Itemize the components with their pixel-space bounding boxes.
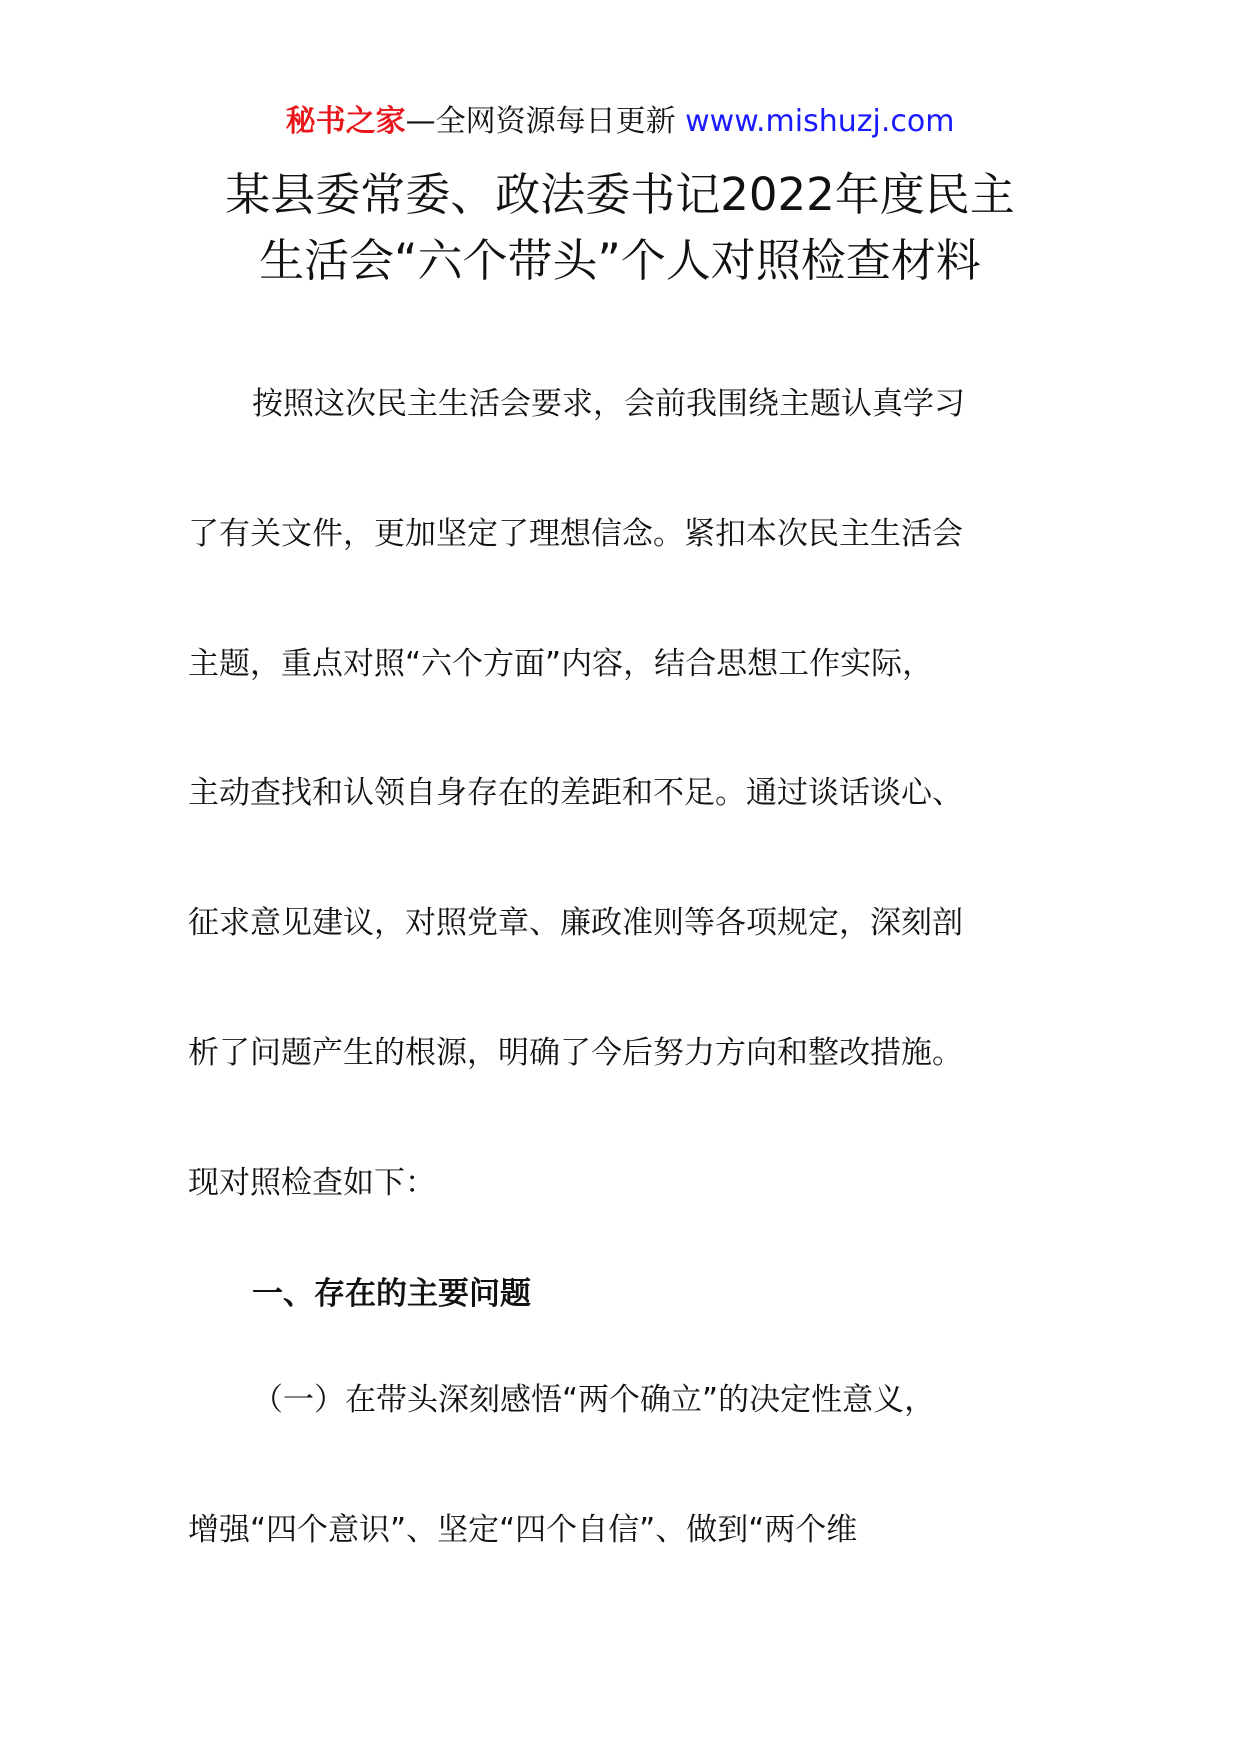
brand-name: 秘书之家 [285,104,406,139]
body-line-2: 了有关文件，更加坚定了理想信念。紧扣本次民主生活会 [188,516,963,552]
body-line-6: 析了问题产生的根源，明确了今后努力方向和整改措施。 [188,1035,963,1071]
body-line-3: 主题，重点对照“六个方面”内容，结合思想工作实际， [188,646,934,682]
section-heading-1: 一、存在的主要问题 [252,1276,531,1312]
site-url-link[interactable]: www.mishuzj.com [685,104,955,139]
title-line-1: 某县委常委、政法委书记2022年度民主 [225,168,1015,221]
title-line-2: 生活会“六个带头”个人对照检查材料 [259,234,981,287]
body-line-5: 征求意见建议，对照党章、廉政准则等各项规定，深刻剖 [188,905,963,941]
site-header [0,102,1240,142]
subsection-line-2: 增强“四个意识”、坚定“四个自信”、做到“两个维 [188,1512,858,1548]
body-line-7: 现对照检查如下： [188,1165,436,1201]
body-line-1: 按照这次民主生活会要求，会前我围绕主题认真学习 [252,386,965,422]
subsection-line-1: （一）在带头深刻感悟“两个确立”的决定性意义， [252,1382,936,1418]
body-line-4: 主动查找和认领自身存在的差距和不足。通过谈话谈心、 [188,775,963,811]
header-tagline: —全网资源每日更新 [405,104,676,139]
document-title [170,162,1070,294]
